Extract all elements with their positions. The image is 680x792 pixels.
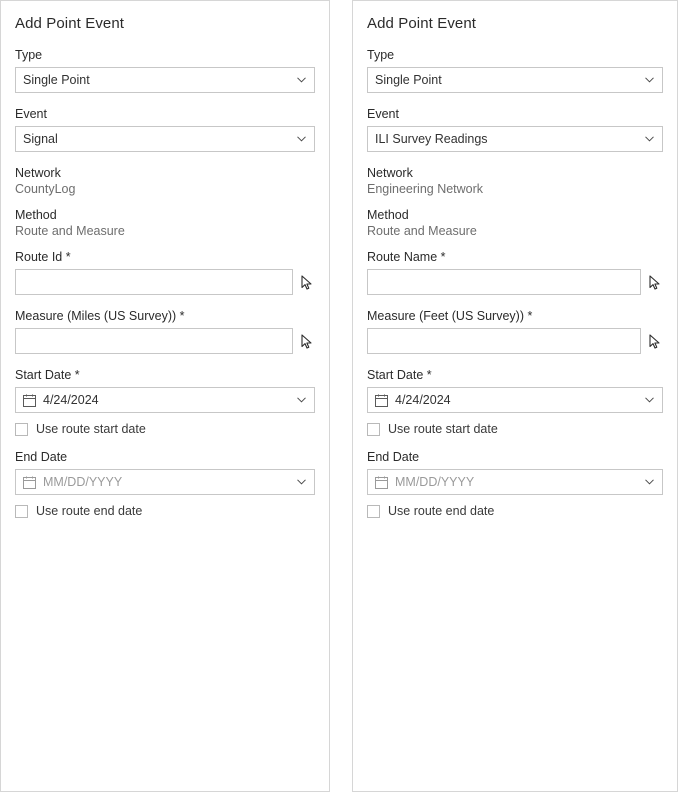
route-field-group xyxy=(15,250,315,295)
use-route-end-date-row[interactable] xyxy=(367,504,663,518)
network-field-group xyxy=(15,166,315,196)
method-label: Method xyxy=(367,208,409,222)
type-field-group xyxy=(15,48,315,93)
use-route-start-date-checkbox[interactable] xyxy=(367,423,380,436)
type-field-group xyxy=(367,48,663,93)
use-route-start-date-checkbox[interactable] xyxy=(15,423,28,436)
use-route-start-date-row[interactable] xyxy=(15,422,315,436)
add-point-event-panel-right xyxy=(352,0,678,792)
measure-input[interactable] xyxy=(15,328,293,354)
route-label: Route Id * xyxy=(15,250,71,264)
method-field-group xyxy=(367,208,663,238)
end-date-field-group xyxy=(15,450,315,495)
route-input-row xyxy=(15,269,315,295)
use-route-start-date-row[interactable] xyxy=(367,422,663,436)
end-date-box[interactable] xyxy=(367,469,663,495)
start-date-field-group xyxy=(367,368,663,413)
event-label: Event xyxy=(367,107,399,121)
route-input[interactable] xyxy=(15,269,293,295)
route-input-row xyxy=(367,269,663,295)
measure-input[interactable] xyxy=(367,328,641,354)
event-field-group xyxy=(367,107,663,152)
use-route-end-date-row[interactable] xyxy=(15,504,315,518)
type-select-wrap[interactable] xyxy=(367,67,663,93)
select-route-cursor-icon[interactable] xyxy=(647,273,663,291)
use-route-end-date-checkbox[interactable] xyxy=(367,505,380,518)
end-date-picker[interactable] xyxy=(15,469,315,495)
end-date-field-group xyxy=(367,450,663,495)
end-date-box[interactable] xyxy=(15,469,315,495)
start-date-value: 4/24/2024 xyxy=(43,393,99,407)
calendar-icon xyxy=(22,475,36,489)
select-measure-cursor-icon[interactable] xyxy=(647,332,663,350)
measure-label: Measure (Feet (US Survey)) * xyxy=(367,309,533,323)
start-date-label: Start Date * xyxy=(15,368,80,382)
start-date-box[interactable] xyxy=(367,387,663,413)
event-select[interactable]: ILI Survey Readings xyxy=(367,126,663,152)
route-field-group xyxy=(367,250,663,295)
type-select-wrap[interactable] xyxy=(15,67,315,93)
measure-field-group xyxy=(367,309,663,354)
use-route-end-date-label: Use route end date xyxy=(388,504,495,518)
start-date-picker[interactable] xyxy=(15,387,315,413)
start-date-value: 4/24/2024 xyxy=(395,393,451,407)
end-date-label: End Date xyxy=(15,450,68,464)
method-value: Route and Measure xyxy=(367,224,477,238)
start-date-label: Start Date * xyxy=(367,368,432,382)
measure-input-row xyxy=(15,328,315,354)
end-date-picker[interactable] xyxy=(367,469,663,495)
event-select[interactable]: Signal xyxy=(15,126,315,152)
type-select[interactable]: Single Point xyxy=(367,67,663,93)
end-date-label: End Date xyxy=(367,450,420,464)
network-label: Network xyxy=(367,166,413,180)
end-date-value: MM/DD/YYYY xyxy=(43,475,123,489)
method-label: Method xyxy=(15,208,57,222)
type-select[interactable]: Single Point xyxy=(15,67,315,93)
start-date-picker[interactable] xyxy=(367,387,663,413)
network-field-group xyxy=(367,166,663,196)
network-value: CountyLog xyxy=(15,182,76,196)
calendar-icon xyxy=(374,475,388,489)
use-route-start-date-label: Use route start date xyxy=(36,422,146,436)
network-value: Engineering Network xyxy=(367,182,484,196)
type-label: Type xyxy=(367,48,395,62)
add-point-event-panel-left xyxy=(0,0,330,792)
page-title: Add Point Event xyxy=(15,15,125,32)
event-label: Event xyxy=(15,107,47,121)
start-date-box[interactable] xyxy=(15,387,315,413)
measure-input-row xyxy=(367,328,663,354)
method-field-group xyxy=(15,208,315,238)
select-route-cursor-icon[interactable] xyxy=(299,273,315,291)
calendar-icon xyxy=(22,393,36,407)
use-route-end-date-label: Use route end date xyxy=(36,504,143,518)
method-value: Route and Measure xyxy=(15,224,125,238)
use-route-start-date-label: Use route start date xyxy=(388,422,498,436)
select-measure-cursor-icon[interactable] xyxy=(299,332,315,350)
start-date-field-group xyxy=(15,368,315,413)
event-field-group xyxy=(15,107,315,152)
event-select-wrap[interactable] xyxy=(367,126,663,152)
page-title: Add Point Event xyxy=(367,15,477,32)
event-select-wrap[interactable] xyxy=(15,126,315,152)
measure-label: Measure (Miles (US Survey)) * xyxy=(15,309,185,323)
network-label: Network xyxy=(15,166,61,180)
measure-field-group xyxy=(15,309,315,354)
end-date-value: MM/DD/YYYY xyxy=(395,475,475,489)
route-input[interactable] xyxy=(367,269,641,295)
calendar-icon xyxy=(374,393,388,407)
route-label: Route Name * xyxy=(367,250,446,264)
use-route-end-date-checkbox[interactable] xyxy=(15,505,28,518)
type-label: Type xyxy=(15,48,43,62)
